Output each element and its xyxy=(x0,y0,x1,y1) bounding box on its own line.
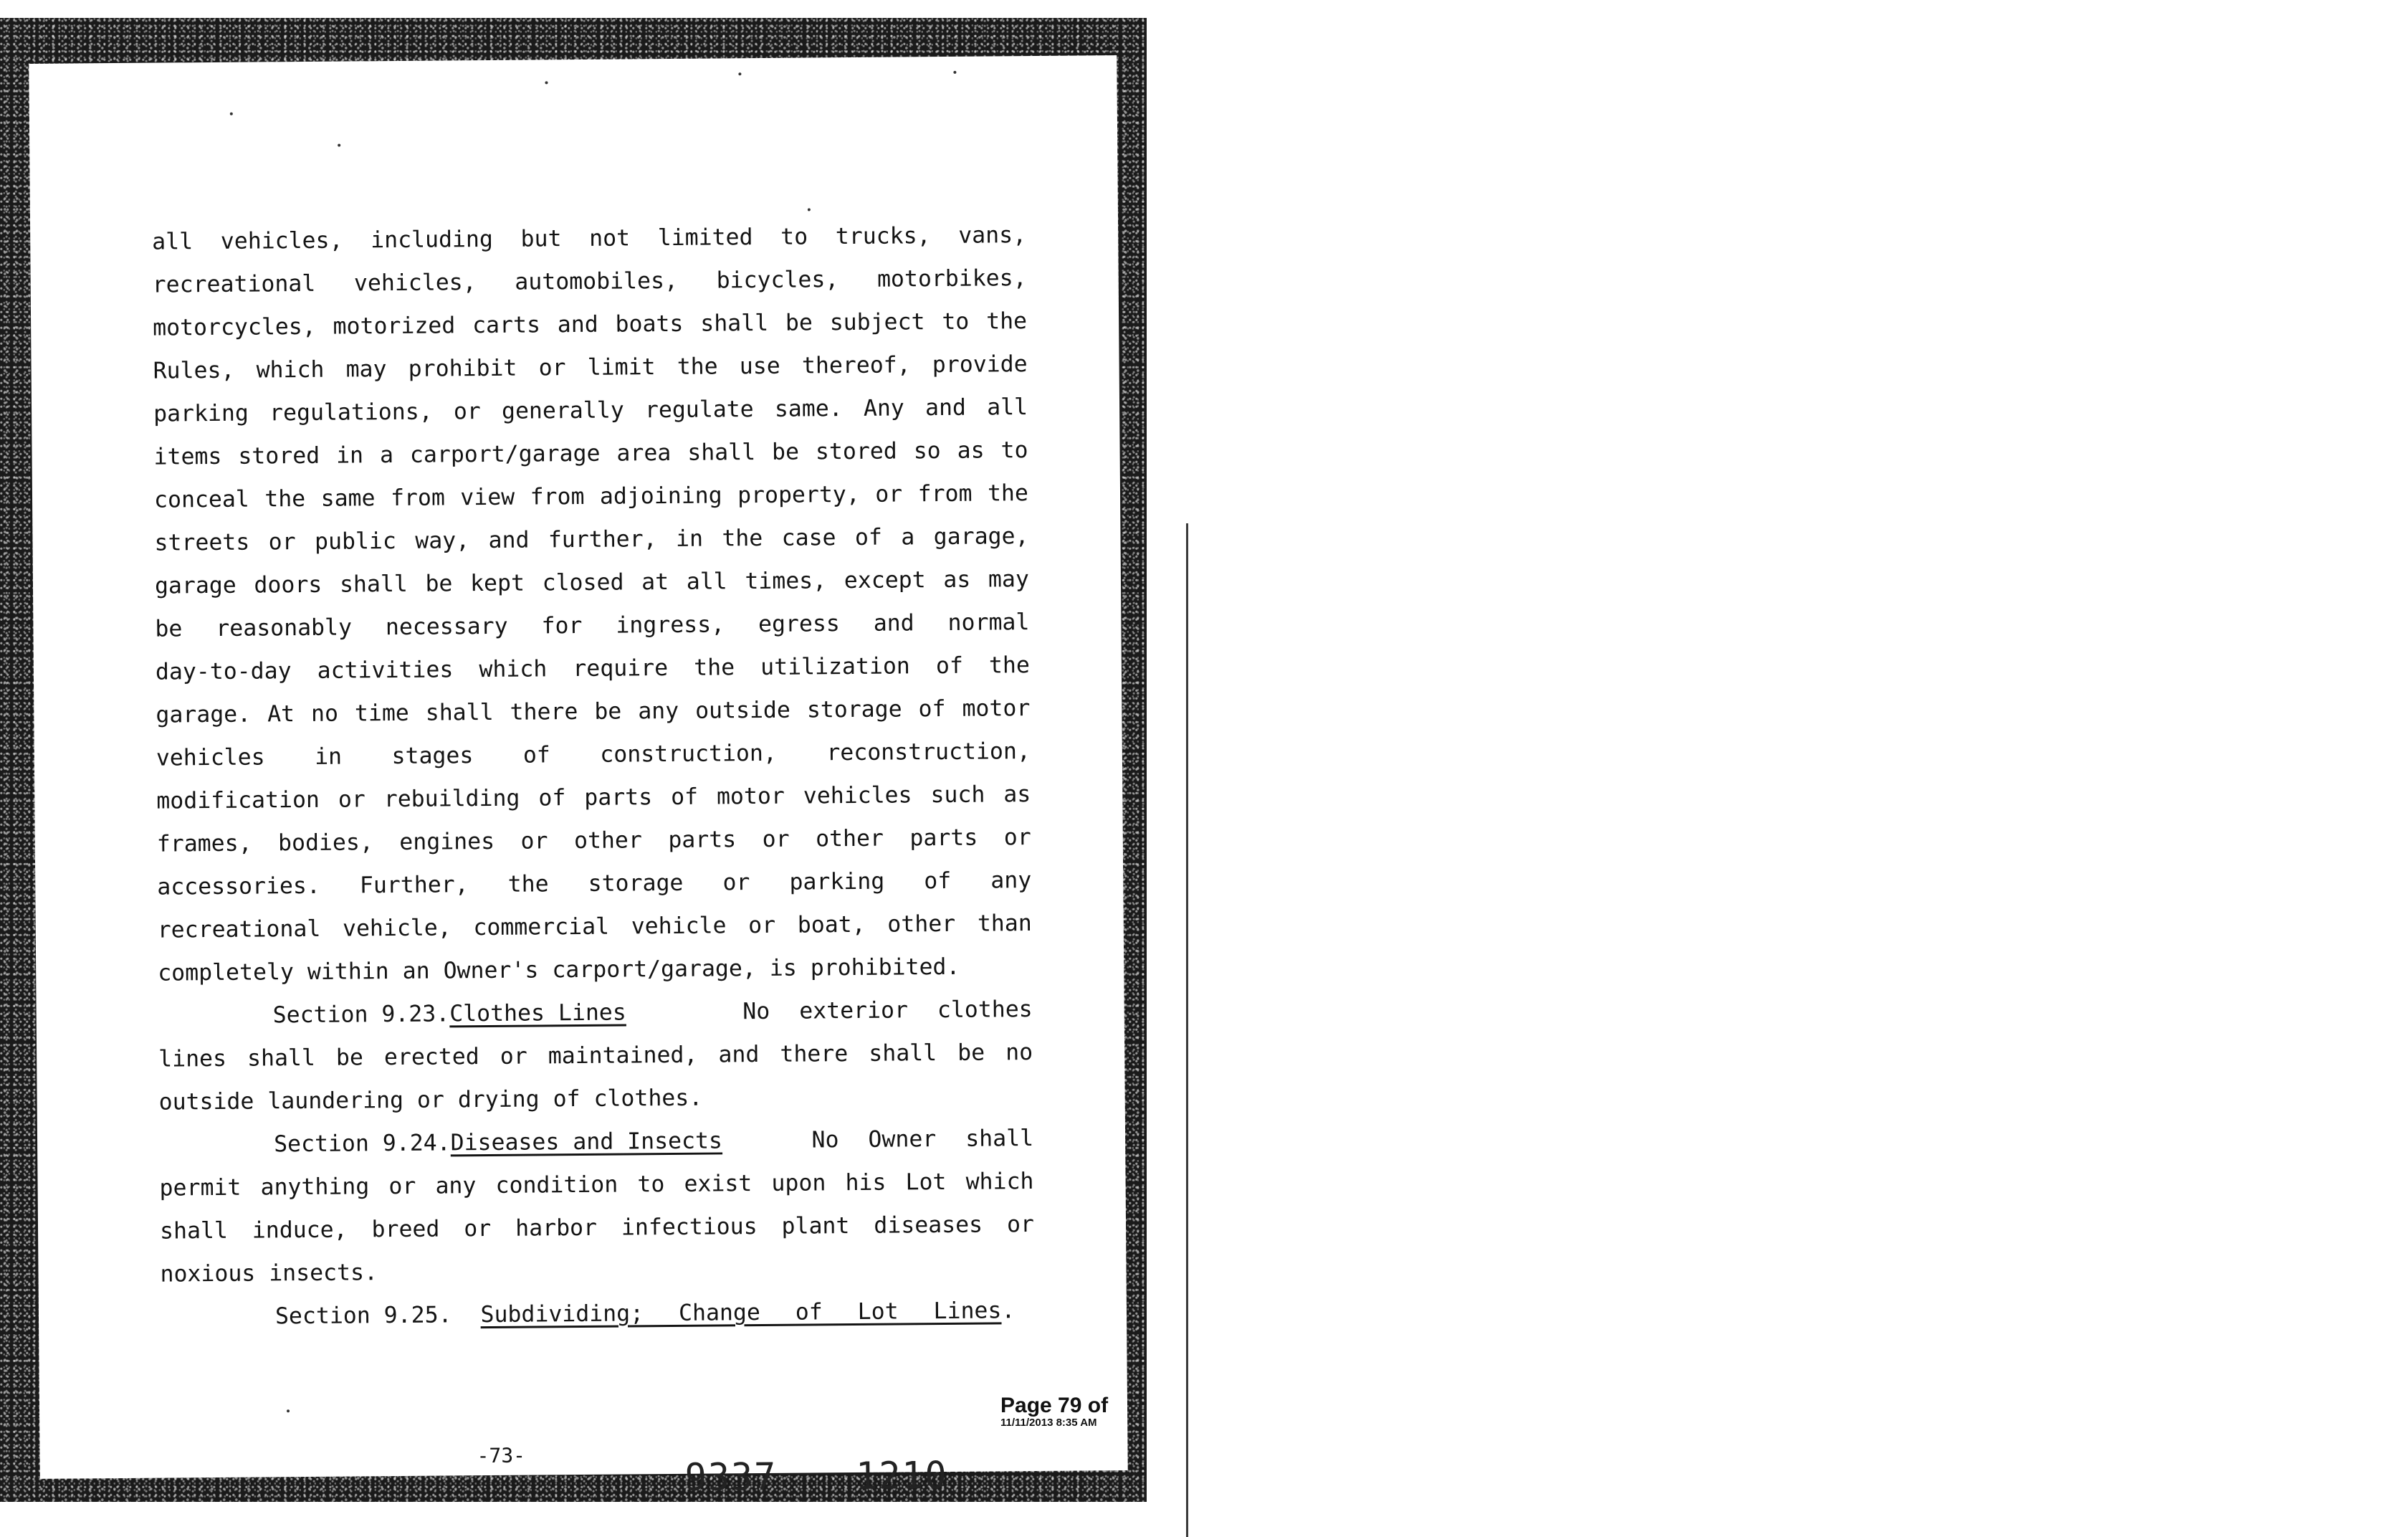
word: other xyxy=(573,827,643,855)
word: a xyxy=(901,524,915,551)
section-title: Diseases and Insects xyxy=(450,1128,723,1156)
word: trucks, xyxy=(835,223,931,250)
word: the xyxy=(264,485,306,513)
word: anything xyxy=(260,1174,370,1201)
word: Any xyxy=(863,395,904,422)
section-9-23-heading xyxy=(158,988,1032,1038)
word: to xyxy=(780,224,808,250)
word: from xyxy=(390,485,445,512)
word: boats xyxy=(615,310,684,338)
scan-speck xyxy=(738,72,741,75)
word: motor xyxy=(962,695,1031,722)
word: no xyxy=(1005,1039,1033,1066)
word: limited xyxy=(657,224,753,252)
word: to xyxy=(942,308,970,335)
word: be xyxy=(155,616,183,642)
word: erected xyxy=(383,1044,479,1071)
word: outside xyxy=(694,697,791,724)
word: be xyxy=(771,439,800,465)
word: may xyxy=(345,356,387,383)
word: way, xyxy=(415,528,470,554)
word: doors xyxy=(254,571,322,599)
word: induce, xyxy=(252,1217,348,1244)
word: is xyxy=(769,955,797,981)
word: activities xyxy=(317,657,454,684)
word: in xyxy=(335,442,364,469)
word: construction, xyxy=(600,740,777,768)
word: shall xyxy=(869,1040,937,1067)
word: of xyxy=(918,695,946,723)
word: case xyxy=(781,525,836,551)
word: any xyxy=(435,1173,477,1199)
word: motorized xyxy=(333,313,456,340)
word: his xyxy=(845,1169,887,1196)
word: such xyxy=(930,781,985,809)
word: times, xyxy=(745,568,827,595)
word: commercial xyxy=(473,913,610,941)
word: at xyxy=(641,569,669,596)
word: motor xyxy=(716,783,785,810)
word: as xyxy=(957,437,985,464)
word: be xyxy=(785,310,813,336)
word: the xyxy=(507,871,549,898)
word: in xyxy=(314,743,343,770)
word: view xyxy=(460,484,515,511)
word: for xyxy=(541,612,583,639)
text-line: outside laundering or drying of clothes. xyxy=(158,1085,703,1115)
section-lead-text: No exterior clothes xyxy=(742,996,1033,1025)
word: all xyxy=(686,568,727,595)
section-number: Section 9.25. xyxy=(274,1302,452,1330)
text-line xyxy=(153,386,1028,436)
word: same. xyxy=(774,396,843,422)
section-9-23-line xyxy=(158,1031,1033,1081)
text-line: noxious insects. xyxy=(160,1260,378,1288)
word: and xyxy=(924,394,967,422)
word: regulate xyxy=(644,396,754,424)
word: or xyxy=(388,1173,416,1200)
word: motorbikes, xyxy=(876,265,1027,292)
body-paragraph xyxy=(152,214,1032,952)
word: infectious xyxy=(621,1214,758,1241)
word: lines xyxy=(158,1045,227,1072)
text-line xyxy=(157,859,1031,909)
word: any xyxy=(990,867,1032,894)
scan-speck xyxy=(230,113,233,115)
word: parking xyxy=(153,400,249,427)
scan-speck xyxy=(338,144,340,147)
word: area xyxy=(616,439,672,467)
word: Owner's xyxy=(443,957,539,984)
word: shall xyxy=(247,1045,316,1072)
word: engines xyxy=(399,828,495,855)
word: no xyxy=(310,700,339,727)
word: or xyxy=(748,912,776,939)
word: streets xyxy=(154,529,250,556)
word: parts xyxy=(909,824,978,852)
word: normal xyxy=(947,609,1030,636)
text-line xyxy=(153,343,1027,393)
text-line xyxy=(156,644,1030,694)
word: garage, xyxy=(933,523,1029,551)
section-9-24-heading xyxy=(159,1117,1033,1167)
word: condition xyxy=(495,1171,618,1199)
word: conceal xyxy=(153,486,249,513)
word: or xyxy=(268,529,296,556)
word: may xyxy=(988,566,1029,593)
word: storage xyxy=(588,870,684,897)
word: or xyxy=(520,828,548,855)
page-count-label: Page 79 of xyxy=(1000,1394,1109,1417)
word: vehicles, xyxy=(353,270,477,297)
word: motorcycles, xyxy=(153,313,316,341)
word: require xyxy=(573,655,669,682)
book-page-stamp xyxy=(685,1454,948,1500)
scan-speck xyxy=(287,1409,290,1412)
word: parts xyxy=(584,784,653,811)
word: subject xyxy=(829,309,925,336)
word: but xyxy=(520,226,562,252)
word: regulations, xyxy=(269,399,433,427)
word: so xyxy=(913,438,941,465)
word: which xyxy=(479,656,548,683)
word: other xyxy=(815,825,884,852)
word: kept xyxy=(469,570,525,597)
text-line xyxy=(156,773,1031,823)
word: garage xyxy=(154,572,236,599)
text-line xyxy=(158,902,1032,952)
word: the xyxy=(722,525,763,552)
word: shall xyxy=(700,310,769,337)
word: day-to-day xyxy=(155,658,292,685)
word: diseases xyxy=(874,1212,983,1239)
word: all xyxy=(152,229,194,255)
vertical-divider xyxy=(1186,523,1188,1537)
word: of xyxy=(854,524,883,551)
word: carport/garage xyxy=(409,440,601,468)
word: thereof, xyxy=(801,352,911,379)
section-9-24-line xyxy=(160,1246,1034,1296)
word: prohibit xyxy=(408,355,517,382)
word: not xyxy=(589,225,631,252)
word: the xyxy=(677,353,718,380)
text-line xyxy=(155,601,1029,651)
section-title-period: . xyxy=(1001,1298,1016,1324)
section-9-24-line xyxy=(160,1203,1034,1253)
word: completely xyxy=(158,959,295,986)
body-last-line xyxy=(158,945,1032,995)
scan-speck xyxy=(808,208,811,211)
word: prohibited. xyxy=(810,953,960,981)
word: At xyxy=(267,701,295,728)
word: all xyxy=(987,394,1028,421)
word: of xyxy=(538,785,566,812)
word: of xyxy=(935,652,963,680)
word: which xyxy=(965,1169,1034,1195)
scanned-page-border xyxy=(0,18,1147,1502)
word: shall xyxy=(159,1217,229,1245)
word: or xyxy=(538,355,566,381)
word: use xyxy=(739,353,780,380)
word: ingress, xyxy=(616,612,725,639)
word: of xyxy=(522,742,550,768)
word: or xyxy=(464,1215,492,1242)
word: bicycles, xyxy=(716,267,839,294)
word: or xyxy=(722,870,750,896)
word: parts xyxy=(668,827,737,854)
word: or xyxy=(762,826,790,852)
section-title: Clothes Lines xyxy=(449,999,626,1027)
section-9-24-line xyxy=(159,1160,1033,1210)
word: as xyxy=(1003,781,1031,808)
scan-speck xyxy=(953,71,956,74)
word: reconstruction, xyxy=(826,738,1031,766)
word: boat, xyxy=(797,911,866,938)
word: except xyxy=(844,567,926,594)
word: breed xyxy=(371,1216,440,1243)
word: items xyxy=(153,443,222,470)
word: vehicles, xyxy=(220,227,343,254)
word: from xyxy=(530,483,585,510)
word: bodies, xyxy=(277,829,373,857)
word: egress xyxy=(758,611,840,638)
word: or xyxy=(1003,824,1031,851)
word: vans, xyxy=(958,222,1027,249)
word: recreational xyxy=(152,270,316,298)
word: a xyxy=(379,442,394,469)
word: vehicles xyxy=(156,744,265,771)
text-line xyxy=(153,300,1027,350)
document-page xyxy=(29,55,1127,1500)
word: accessories. xyxy=(157,872,321,900)
word: and xyxy=(557,311,598,338)
text-line xyxy=(152,257,1026,307)
word: reasonably xyxy=(216,614,353,642)
word: from xyxy=(917,480,973,508)
word: plant xyxy=(781,1213,850,1239)
word: the xyxy=(694,655,735,681)
text-line xyxy=(156,730,1031,780)
word: the xyxy=(987,480,1029,507)
word: including xyxy=(371,226,494,254)
word: automobiles, xyxy=(515,267,679,295)
word: any xyxy=(638,698,679,725)
section-lead-text: No Owner shall xyxy=(811,1126,1034,1153)
word: of xyxy=(670,784,699,810)
stamp-timestamp: 11/11/2013 8:35 AM xyxy=(1000,1416,1097,1429)
text-line xyxy=(154,515,1028,565)
text-line xyxy=(155,558,1029,608)
word: public xyxy=(314,528,397,555)
section-title: Subdividing; Change of Lot Lines xyxy=(480,1298,1002,1328)
page-count-stamp xyxy=(996,1393,1112,1429)
section-number: Section 9.23. xyxy=(272,1001,450,1029)
text-line xyxy=(154,472,1028,522)
text-line xyxy=(157,816,1031,866)
word: an xyxy=(402,958,430,984)
word: necessary xyxy=(385,613,508,641)
word: be xyxy=(594,698,622,725)
footer-page-number: -73- xyxy=(477,1443,526,1468)
word: harbor xyxy=(515,1214,598,1242)
word: and xyxy=(873,610,914,637)
word: or xyxy=(453,399,481,425)
word: than xyxy=(977,910,1032,937)
word: the xyxy=(988,652,1030,679)
word: further, xyxy=(548,526,657,553)
word: within xyxy=(307,958,389,985)
word: be xyxy=(335,1045,364,1071)
word: shall xyxy=(425,699,494,726)
scan-speck xyxy=(545,81,548,84)
word: parking xyxy=(789,868,885,895)
word: be xyxy=(425,571,453,597)
section-number: Section 9.24. xyxy=(273,1130,451,1158)
word: vehicle, xyxy=(342,915,452,942)
word: closed xyxy=(542,569,624,596)
word: stored xyxy=(238,442,320,470)
word: or xyxy=(1006,1212,1035,1238)
word: utilization xyxy=(760,653,910,680)
word: exist xyxy=(684,1171,752,1197)
word: carts xyxy=(472,312,541,339)
word: rebuilding xyxy=(383,785,520,813)
text-line xyxy=(153,429,1028,479)
word: Lot xyxy=(905,1169,947,1196)
word: frames, xyxy=(156,830,252,857)
word: time xyxy=(354,700,409,727)
word: adjoining xyxy=(599,482,722,510)
word: stages xyxy=(391,743,474,770)
text-line xyxy=(152,214,1026,264)
word: provide xyxy=(932,351,1028,379)
word: recreational xyxy=(157,915,321,943)
word: there xyxy=(510,699,578,725)
word: shall xyxy=(339,571,408,598)
word: which xyxy=(256,356,325,384)
book-number: 9337 xyxy=(684,1455,778,1500)
word: or xyxy=(500,1043,527,1070)
body-text xyxy=(152,214,1035,1339)
text-line xyxy=(156,687,1030,737)
word: stored xyxy=(815,438,897,465)
word: of xyxy=(924,867,952,895)
word: other xyxy=(887,910,956,938)
word: vehicle xyxy=(631,913,727,940)
word: limit xyxy=(587,354,656,381)
section-9-23-line xyxy=(158,1074,1033,1124)
word: maintained, xyxy=(548,1042,698,1070)
word: and xyxy=(488,527,530,553)
word: garage. xyxy=(156,701,252,728)
word: vehicles xyxy=(803,782,912,809)
recording-page-number: 1210 xyxy=(855,1453,948,1498)
word: storage xyxy=(806,696,902,723)
word: upon xyxy=(771,1170,826,1196)
word: permit xyxy=(159,1174,242,1201)
word: to xyxy=(1000,437,1028,464)
word: there xyxy=(780,1041,849,1067)
word: Further, xyxy=(359,872,469,899)
word: and xyxy=(718,1042,760,1068)
word: the xyxy=(986,308,1028,335)
word: or xyxy=(875,481,903,508)
word: as xyxy=(943,566,971,593)
word: carport/garage, xyxy=(552,956,756,984)
word: or xyxy=(338,786,366,813)
word: to xyxy=(637,1171,665,1198)
word: modification xyxy=(156,786,320,814)
word: shall xyxy=(687,439,756,466)
word: property, xyxy=(737,481,860,509)
word: in xyxy=(675,525,704,552)
word: same xyxy=(320,485,376,512)
word: be xyxy=(957,1039,985,1066)
section-9-25-heading xyxy=(161,1289,1035,1339)
word: Rules, xyxy=(153,357,235,384)
word: generally xyxy=(501,397,624,424)
